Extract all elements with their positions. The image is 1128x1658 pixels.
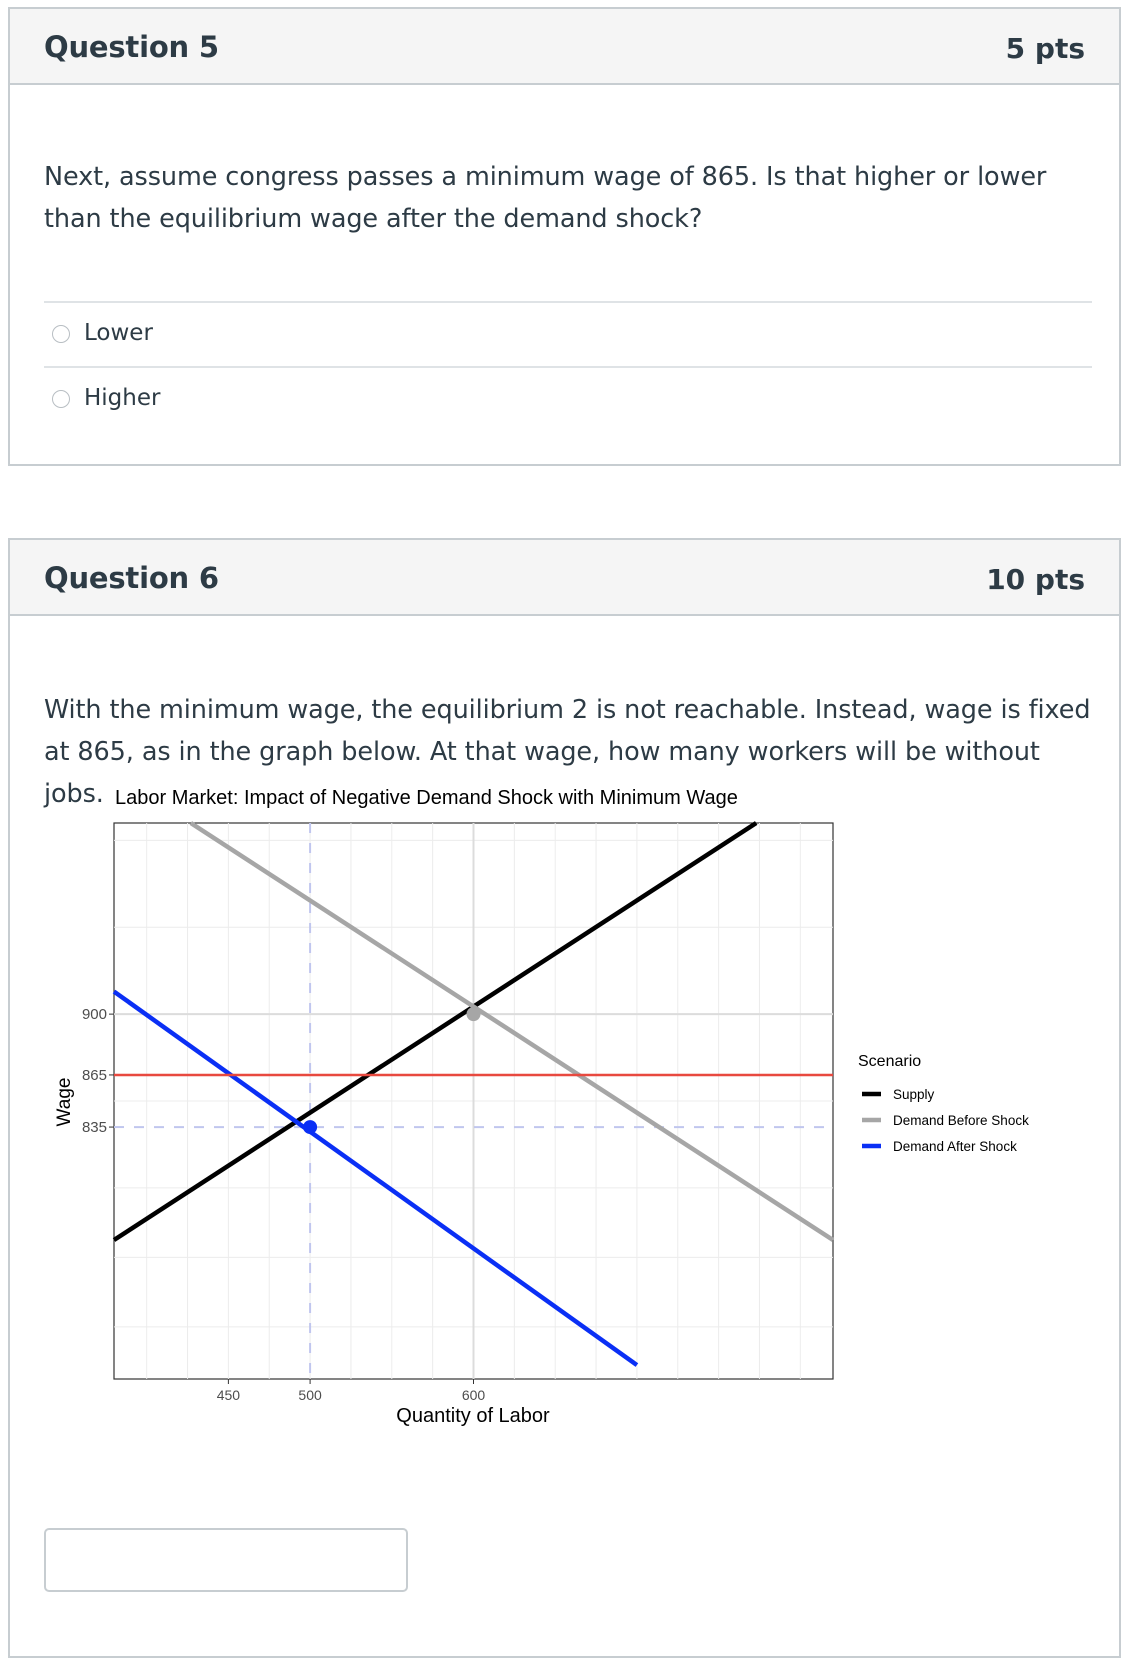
question-5-points: 5 pts (1005, 32, 1085, 65)
equilibrium-point (467, 1007, 481, 1021)
chart-svg (10, 784, 1123, 1444)
legend-label: Demand Before Shock (893, 1113, 1029, 1128)
legend-label: Demand After Shock (893, 1139, 1017, 1154)
radio-lower[interactable] (52, 325, 70, 343)
answer-higher[interactable] (44, 366, 1092, 431)
equilibrium-point (303, 1120, 317, 1134)
legend (858, 1053, 1029, 1154)
y-tick-label: 865 (81, 1066, 107, 1084)
question-5-card (8, 7, 1121, 466)
y-axis-label: Wage (54, 1077, 75, 1127)
question-6-text: With the minimum wage, the equilibrium 2 is not reachable. Instead, wage is fixed at 865, as in the graph below. At that wage, how many workers will be without jobs. (44, 695, 1091, 809)
answer-higher-label: Higher (84, 385, 161, 411)
answer-lower-label: Lower (84, 320, 153, 346)
question-6-header (10, 540, 1119, 616)
answer-lower[interactable] (44, 301, 1092, 366)
answer-input[interactable] (44, 1528, 408, 1592)
question-5-text: Next, assume congress passes a minimum wage of 865. Is that higher or lower than the equilibrium wage after the demand shock? (44, 162, 1047, 234)
labor-market-chart (10, 784, 1123, 1444)
question-6-points: 10 pts (986, 563, 1085, 596)
x-axis-label: Quantity of Labor (396, 1405, 550, 1427)
chart-title: Labor Market: Impact of Negative Demand Shock with Minimum Wage (115, 787, 738, 809)
question-5-title: Question 5 (44, 30, 219, 64)
legend-title: Scenario (858, 1053, 922, 1070)
x-tick-label: 500 (298, 1387, 322, 1403)
radio-higher[interactable] (52, 390, 70, 408)
x-tick-label: 600 (461, 1387, 486, 1403)
question-6-title: Question 6 (44, 561, 219, 595)
legend-label: Supply (893, 1087, 935, 1102)
question-5-header (10, 9, 1119, 85)
y-tick-label: 900 (81, 1006, 107, 1024)
question-5-answers (44, 301, 1092, 431)
y-tick-label: 835 (81, 1119, 107, 1137)
question-6-card (8, 538, 1121, 1658)
x-tick-label: 450 (216, 1387, 241, 1403)
